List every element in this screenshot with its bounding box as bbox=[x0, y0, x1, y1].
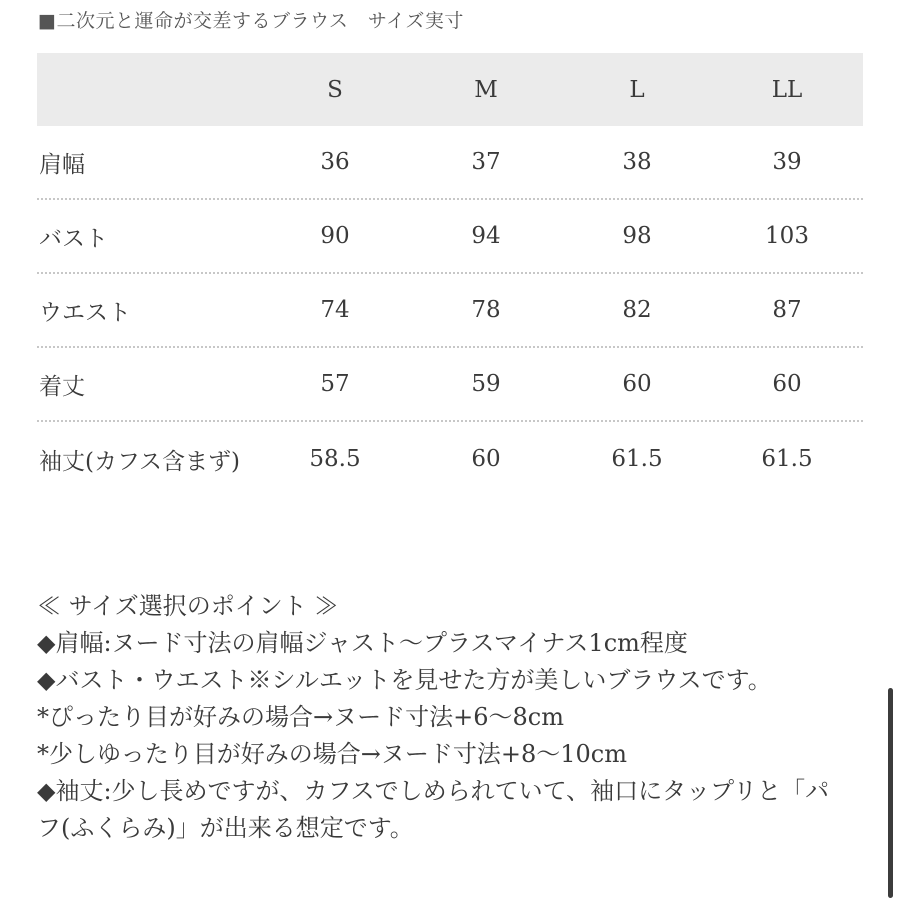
scrollbar-thumb[interactable] bbox=[888, 688, 893, 898]
table-cell: 60 bbox=[772, 371, 802, 397]
table-row-bust bbox=[37, 200, 863, 274]
table-cell: 57 bbox=[320, 371, 350, 397]
size-notes bbox=[37, 588, 847, 847]
table-header-row bbox=[37, 53, 863, 126]
header-size-l: L bbox=[629, 76, 645, 103]
table-cell: 78 bbox=[471, 297, 501, 323]
note-shoulder: ◆肩幅:ヌード寸法の肩幅ジャスト〜プラスマイナス1cm程度 bbox=[37, 629, 688, 657]
table-cell: 61.5 bbox=[761, 446, 813, 472]
table-cell: 90 bbox=[320, 223, 350, 249]
table-cell: 60 bbox=[622, 371, 652, 397]
row-label: 肩幅 bbox=[39, 151, 85, 178]
table-cell: 74 bbox=[320, 297, 350, 323]
notes-heading: ≪ サイズ選択のポイント ≫ bbox=[37, 592, 339, 620]
note-sleeve: ◆袖丈:少し長めですが、カフスでしめられていて、袖口にタップリと「パフ(ふくらみ)」が出来る想定です。 bbox=[37, 777, 830, 842]
row-label: ウエスト bbox=[39, 299, 131, 326]
header-size-s: S bbox=[327, 76, 343, 103]
page-title: ■二次元と運命が交差するブラウス サイズ実寸 bbox=[38, 10, 464, 32]
table-cell: 37 bbox=[471, 149, 501, 175]
table-cell: 58.5 bbox=[309, 446, 361, 472]
table-cell: 87 bbox=[772, 297, 802, 323]
table-cell: 98 bbox=[622, 223, 652, 249]
table-cell: 36 bbox=[320, 149, 350, 175]
table-cell: 38 bbox=[622, 149, 652, 175]
table-cell: 94 bbox=[471, 223, 501, 249]
row-label: 着丈 bbox=[39, 373, 85, 400]
table-row-sleeve bbox=[37, 422, 863, 496]
note-relaxed: *少しゆったり目が好みの場合→ヌード寸法+8〜10cm bbox=[37, 740, 627, 768]
table-row-shoulder bbox=[37, 126, 863, 200]
size-table bbox=[37, 53, 863, 496]
table-cell: 39 bbox=[772, 149, 802, 175]
row-label: 袖丈(カフス含まず) bbox=[39, 448, 241, 475]
note-bust-waist: ◆バスト・ウエスト※シルエットを見せた方が美しいブラウスです。 bbox=[37, 666, 772, 694]
row-label: バスト bbox=[39, 225, 108, 252]
table-cell: 82 bbox=[622, 297, 652, 323]
header-size-ll: LL bbox=[771, 76, 803, 103]
table-cell: 59 bbox=[471, 371, 501, 397]
table-row-length bbox=[37, 348, 863, 422]
table-row-waist bbox=[37, 274, 863, 348]
note-fitted: *ぴったり目が好みの場合→ヌード寸法+6〜8cm bbox=[37, 703, 564, 731]
table-cell: 103 bbox=[765, 223, 809, 249]
table-cell: 61.5 bbox=[611, 446, 663, 472]
table-cell: 60 bbox=[471, 446, 501, 472]
header-size-m: M bbox=[474, 76, 498, 103]
